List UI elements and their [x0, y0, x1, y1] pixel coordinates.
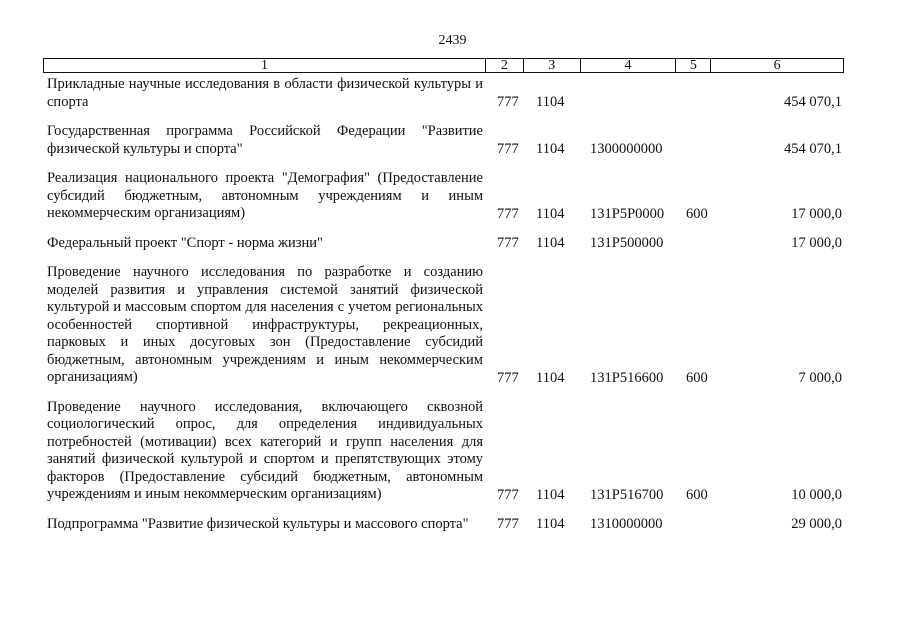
- row-description: Подпрограмма "Развитие физической культуры и массового спорта": [47, 515, 469, 532]
- row-grbs: 777: [497, 369, 519, 386]
- row-sum: 29 000,0: [791, 516, 842, 532]
- row-description: Реализация национального проекта "Демография" (Предоставление субсидий бюджетным, автономным учреждениям и иным некоммерческим организациям): [47, 170, 483, 221]
- row-grbs: 777: [497, 235, 519, 251]
- row-razdel: 1104: [536, 235, 565, 251]
- page-number: 2439: [438, 33, 467, 48]
- row-razdel: 1104: [536, 516, 565, 532]
- row-sum: 17 000,0: [791, 205, 842, 222]
- row-grbs: 777: [497, 516, 519, 532]
- row-sum: 10 000,0: [791, 486, 842, 503]
- table-row: [47, 235, 842, 253]
- row-description: Проведение научного исследования по разработке и созданию моделей развития и управления системой занятий физической культурой и массовым спортом для населения с учетом региональных особенностей спортивной инфраструктуры, рекреационных, парковых и иных досуговых зон (Предоставление субсидий бюджетным, автономным учреждениям и иным некоммерческим организациям): [47, 264, 483, 385]
- table-row: [47, 516, 842, 534]
- row-csr: 131P516700: [590, 486, 664, 503]
- table-row: [47, 76, 842, 111]
- row-csr: 131P500000: [590, 235, 664, 251]
- row-description: Проведение научного исследования, включающего сквозной социологический опрос, для определения индивидуальных потребностей (мотивации) всех категорий и групп населения для занятий физической культурой и спортом и препятствующих этому факторов (Предоставление субсидий бюджетным, автономным учреждениям и иным некоммерческим организациям): [47, 398, 483, 502]
- row-sum: 454 070,1: [784, 94, 842, 110]
- row-grbs: 777: [497, 94, 519, 110]
- row-razdel: 1104: [536, 369, 565, 386]
- row-description: Федеральный проект "Спорт - норма жизни": [47, 234, 323, 251]
- table-row: [47, 264, 842, 387]
- header-col-4: 4: [581, 59, 677, 72]
- row-sum: 7 000,0: [798, 369, 842, 386]
- row-razdel: 1104: [536, 94, 565, 110]
- row-razdel: 1104: [536, 205, 565, 222]
- row-description: Государственная программа Российской Федерации "Развитие физической культуры и спорта": [47, 123, 483, 157]
- row-csr: 131P5P0000: [590, 205, 665, 222]
- row-razdel: 1104: [536, 141, 565, 157]
- row-csr: 1300000000: [590, 141, 663, 157]
- row-sum: 17 000,0: [791, 235, 842, 251]
- header-col-3: 3: [524, 59, 581, 72]
- row-sum: 454 070,1: [784, 141, 842, 157]
- header-col-1: 1: [44, 59, 486, 72]
- header-col-5: 5: [676, 59, 711, 72]
- row-vr: 600: [686, 205, 708, 222]
- row-razdel: 1104: [536, 486, 565, 503]
- header-col-6: 6: [773, 58, 781, 73]
- row-grbs: 777: [497, 141, 519, 157]
- table-row: [47, 123, 842, 158]
- row-grbs: 777: [497, 486, 519, 503]
- row-grbs: 777: [497, 205, 519, 222]
- table-body: [47, 76, 842, 545]
- table-row: [47, 399, 842, 504]
- table-row: [47, 170, 842, 223]
- row-csr: 1310000000: [590, 516, 663, 532]
- row-description: Прикладные научные исследования в области физической культуры и спорта: [47, 76, 483, 110]
- header-col-2: 2: [486, 59, 524, 72]
- row-vr: 600: [686, 369, 708, 386]
- row-vr: 600: [686, 486, 708, 503]
- table-header: [43, 58, 844, 73]
- row-csr: 131P516600: [590, 369, 664, 386]
